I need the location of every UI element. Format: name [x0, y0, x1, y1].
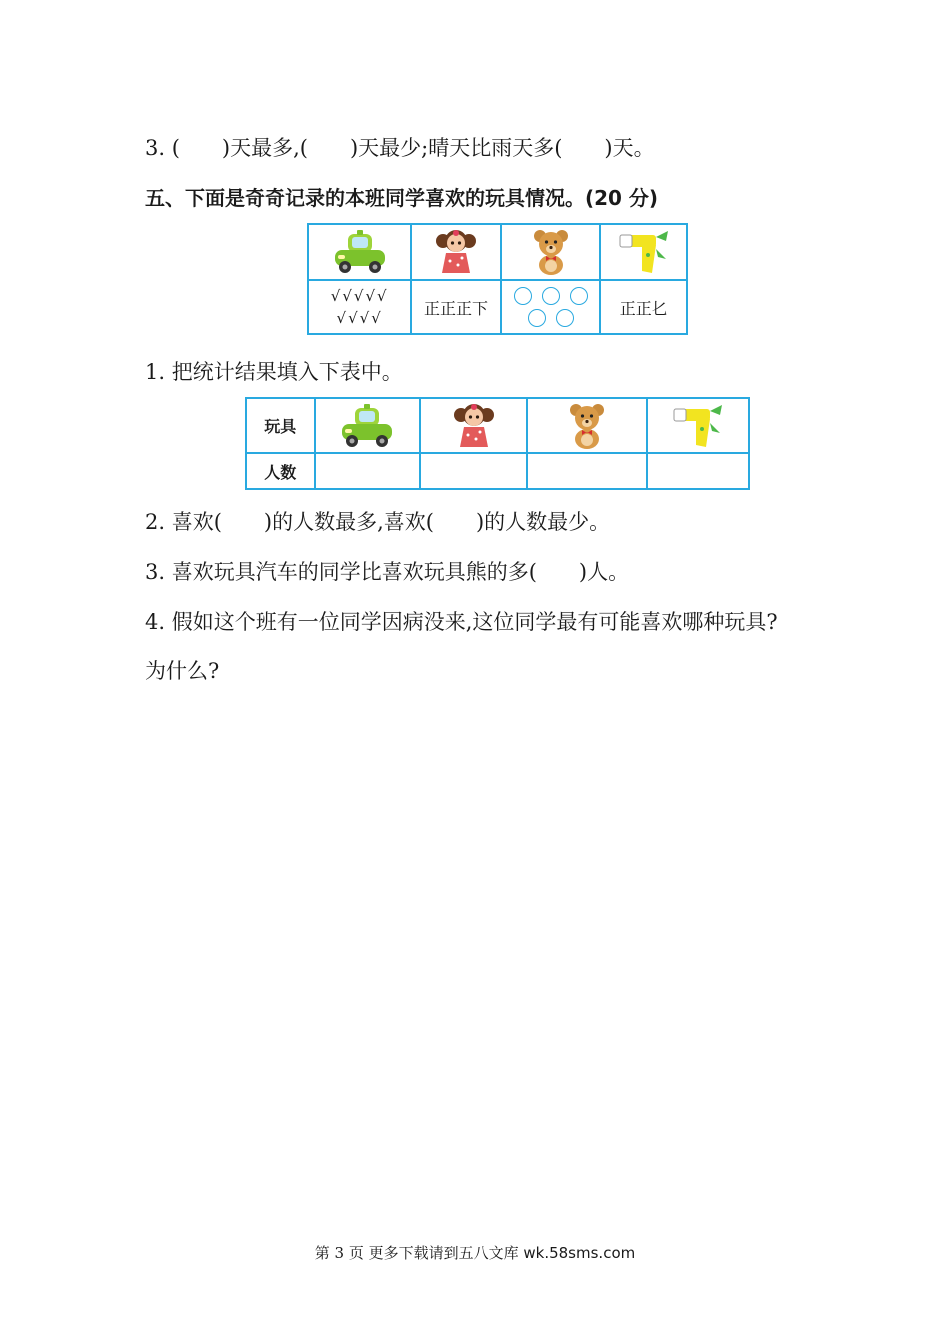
section-5-heading: 五、下面是奇奇记录的本班同学喜欢的玩具情况。(20 分)	[145, 186, 659, 210]
fill-cell-doll-icon	[420, 398, 527, 453]
row-label-toys: 玩具	[246, 398, 315, 453]
fill-cell-car-icon	[315, 398, 421, 453]
question-2: 2. 喜欢( )的人数最多,喜欢( )的人数最少。	[145, 510, 611, 534]
doll-tally: 正正正下	[411, 280, 500, 334]
toy-record-table	[307, 223, 688, 335]
count-blank-car[interactable]	[315, 453, 421, 489]
car-checks-row-2: √√√√	[336, 309, 383, 327]
footer-page-text: 第 3 页 更多下载请到五八文库	[314, 1244, 524, 1262]
fill-cell-bear-icon	[527, 398, 647, 453]
toy-car-icon	[338, 402, 396, 450]
question-1: 1. 把统计结果填入下表中。	[145, 360, 403, 384]
teddy-bear-icon	[566, 402, 608, 450]
car-check-marks	[308, 280, 411, 334]
toy-car-icon	[332, 228, 388, 276]
toy-gun-icon	[670, 401, 726, 451]
teddy-bear-icon	[530, 228, 572, 276]
record-cell-car	[308, 224, 411, 280]
row-label-count: 人数	[246, 453, 315, 489]
record-cell-gun	[600, 224, 687, 280]
record-cell-bear	[501, 224, 601, 280]
question-4: 4. 假如这个班有一位同学因病没来,这位同学最有可能喜欢哪种玩具?	[145, 610, 778, 634]
bear-circle-marks	[501, 280, 601, 334]
circle-mark	[556, 309, 574, 327]
fill-cell-gun-icon	[647, 398, 749, 453]
record-cell-doll	[411, 224, 500, 280]
car-checks-row-1: √√√√√	[330, 287, 389, 305]
footer-site-link[interactable]: wk.58sms.com	[523, 1244, 636, 1262]
toy-gun-icon	[616, 227, 672, 277]
gun-tally: 正正𠤎	[600, 280, 687, 334]
circle-mark	[514, 287, 532, 305]
circle-mark	[528, 309, 546, 327]
toy-count-table	[245, 397, 750, 490]
circle-mark	[542, 287, 560, 305]
count-blank-doll[interactable]	[420, 453, 527, 489]
circle-mark	[570, 287, 588, 305]
question-3: 3. 喜欢玩具汽车的同学比喜欢玩具熊的多( )人。	[145, 560, 630, 584]
count-blank-bear[interactable]	[527, 453, 647, 489]
question-3-weather: 3. ( )天最多,( )天最少;晴天比雨天多( )天。	[145, 136, 655, 160]
page-footer	[0, 1242, 950, 1263]
doll-icon	[452, 401, 496, 451]
count-blank-gun[interactable]	[647, 453, 749, 489]
question-4-continued: 为什么?	[145, 659, 220, 683]
doll-icon	[434, 227, 478, 277]
